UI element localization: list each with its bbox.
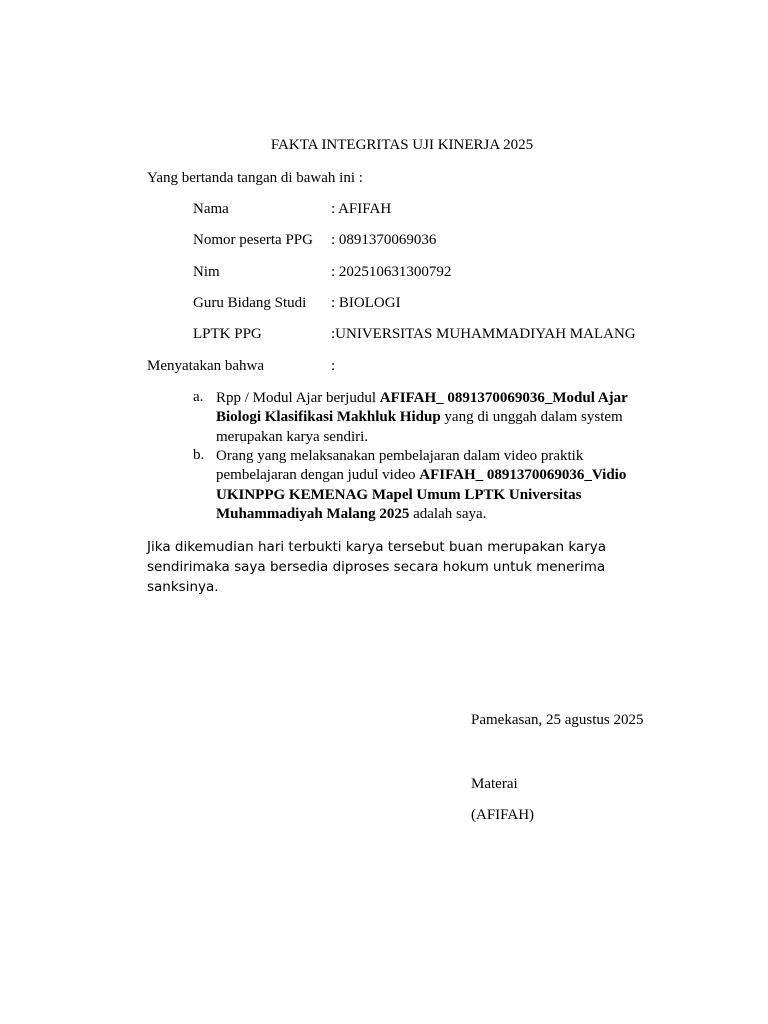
list-item-b-title: AFIFAH_ 0891370069036_Vidio UKINPPG KEMENAG Mapel Umum LPTK Universitas Muhammadiyah Malang 2025 — [216, 467, 627, 522]
statement-label: Menyatakan bahwa — [147, 358, 265, 374]
list-item-a-title: AFIFAH_ 0891370069036_Modul Ajar Biologi Klasifikasi Makhluk Hidup — [216, 390, 628, 426]
field-value-bidang-studi: : BIOLOGI — [331, 295, 401, 311]
list-item-a-suffix: yang di unggah dalam system merupakan karya sendiri. — [216, 409, 623, 445]
field-value-nama: : AFIFAH — [331, 201, 392, 217]
list-item-b — [216, 447, 656, 524]
field-label-nomor-peserta: Nomor peserta PPG — [193, 232, 313, 248]
statement-colon: : — [331, 358, 336, 374]
field-value-nomor-peserta: : 0891370069036 — [331, 232, 437, 248]
field-value-lptk: :UNIVERSITAS MUHAMMADIYAH MALANG — [331, 326, 636, 342]
list-item-a-text: Rpp / Modul Ajar berjudul — [216, 390, 380, 406]
field-label-nim: Nim — [193, 264, 220, 280]
list-marker-a: a. — [193, 389, 204, 405]
document-title: FAKTA INTEGRITAS UJI KINERJA 2025 — [270, 137, 534, 153]
field-label-lptk: LPTK PPG — [193, 326, 262, 342]
list-item-b-text: Orang yang melaksanakan pembelajaran dalam video praktik pembelajaran dengan judul video — [216, 448, 584, 484]
list-item-a — [216, 389, 656, 447]
field-label-bidang-studi: Guru Bidang Studi — [193, 295, 307, 311]
list-marker-b: b. — [193, 447, 205, 463]
field-label-nama: Nama — [193, 201, 229, 217]
signature-stamp: Materai — [471, 776, 518, 792]
field-value-nim: : 202510631300792 — [331, 264, 452, 280]
closing-paragraph: Jika dikemudian hari terbukti karya tersebut buan merupakan karya sendirimaka saya bersedia diproses secara hokum untuk menerima sanksinya. — [147, 539, 607, 595]
signature-name: (AFIFAH) — [471, 807, 535, 823]
list-item-b-suffix: adalah saya. — [409, 505, 487, 522]
intro-text: Yang bertanda tangan di bawah ini : — [147, 170, 363, 186]
signature-place-date: Pamekasan, 25 agustus 2025 — [471, 712, 644, 728]
